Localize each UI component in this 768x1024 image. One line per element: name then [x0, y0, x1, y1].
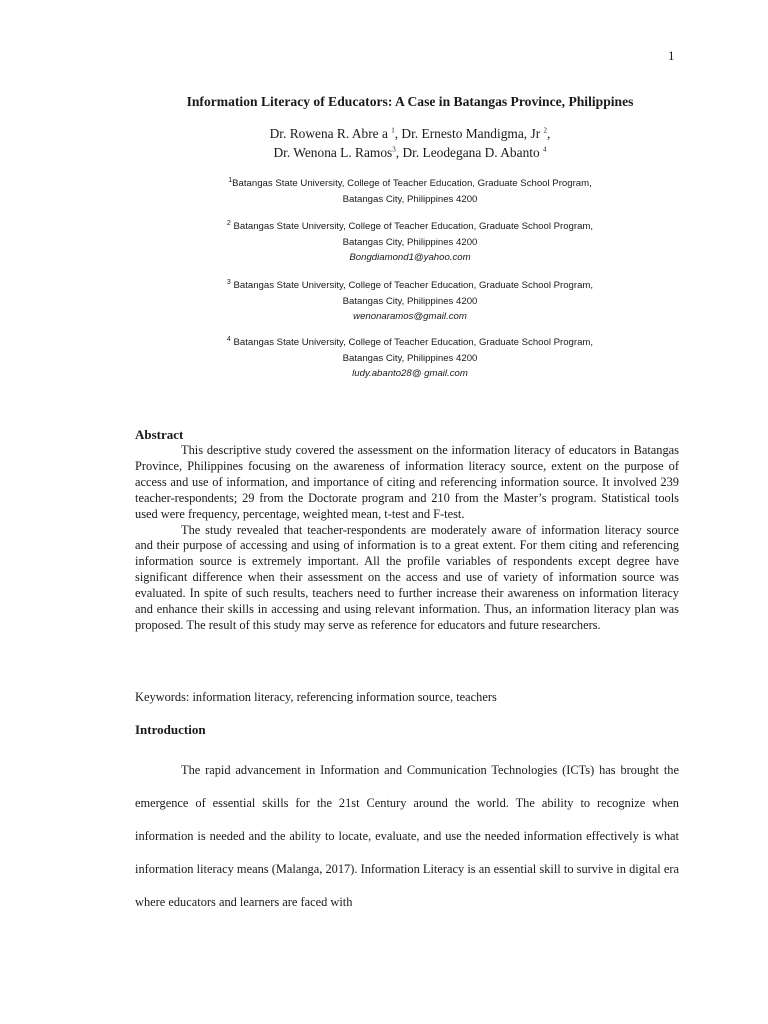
- paper-title: Information Literacy of Educators: A Case in Batangas Province, Philippines: [186, 94, 634, 109]
- introduction-paragraph-1: The rapid advancement in Information and Communication Technologies (ICTs) has brought the emergence of essential skills for the 21st Century around the world. The ability to recognize when information is needed and the ability to locate, evaluate, and use the needed information effectively is what information literacy means (Malanga, 2017). Information Literacy is an essential skill to survive in digital era where educators and learners are faced with: [135, 763, 679, 909]
- affiliation-email[interactable]: ludy.abanto28@ gmail.com: [352, 368, 468, 379]
- affiliation-1: [0, 176, 768, 207]
- introduction-body: [135, 754, 679, 919]
- affiliation-line: Batangas State University, College of Teacher Education, Graduate School Program,: [233, 337, 594, 348]
- author-line-1: [0, 124, 768, 143]
- author-line-2: [0, 143, 768, 162]
- abstract-paragraph-2: The study revealed that teacher-respondents are moderately aware of information literacy source and their purpose of accessing and using of information is to a great extent. For them citing and referencing information source is extremely important. All the profile variables of respondents except degree have significant difference when their assessment on the access and use of variety of information source was evaluated. In spite of such results, teachers need to further increase their awareness on information literacy and enhance their skills in accessing and using relevant information. Thus, an information literacy plan was proposed. The result of this study may serve as reference for educators and future researchers.: [135, 522, 679, 632]
- author-superscript: 1: [391, 126, 395, 135]
- author-list: [0, 124, 768, 162]
- affiliation-3: [0, 278, 768, 325]
- author-superscript: 2: [543, 126, 547, 135]
- affiliation-city: Batangas City, Philippines 4200: [342, 352, 478, 364]
- affiliation-line: Batangas State University, College of Teacher Education, Graduate School Program,: [232, 178, 592, 189]
- keywords-line: Keywords: information literacy, referencing information source, teachers: [135, 690, 497, 704]
- abstract-body: [135, 443, 679, 634]
- author-text: , Dr. Ernesto Mandigma, Jr: [394, 126, 544, 141]
- abstract-heading: Abstract: [135, 427, 184, 442]
- affiliation-superscript: 4: [226, 335, 231, 343]
- affiliation-city: Batangas City, Philippines 4200: [342, 236, 478, 248]
- affiliation-line: Batangas State University, College of Teacher Education, Graduate School Program,: [233, 221, 594, 232]
- author-text: Dr. Rowena R. Abre a: [269, 126, 392, 141]
- affiliation-2: [0, 219, 768, 266]
- affiliation-superscript: 1: [228, 176, 233, 184]
- page-number: 1: [668, 48, 675, 63]
- author-text: , Dr. Leodegana D. Abanto: [395, 145, 544, 160]
- author-text: ,: [547, 126, 551, 141]
- affiliation-line: Batangas State University, College of Teacher Education, Graduate School Program,: [233, 280, 594, 291]
- abstract-paragraph-1: This descriptive study covered the assessment on the information literacy of educators in Batangas Province, Philippines focusing on the awareness of information literacy source, extent on the purpose of access and use of information, and importance of citing and referencing information source. It involved 239 teacher-respondents; 29 from the Doctorate program and 210 from the Master’s program. Statistical tools used were frequency, percentage, weighted mean, t-test and F-test.: [135, 443, 679, 521]
- author-superscript: 3: [392, 145, 396, 154]
- author-text: Dr. Wenona L. Ramos: [273, 145, 393, 160]
- introduction-heading: Introduction: [135, 722, 206, 737]
- affiliation-city: Batangas City, Philippines 4200: [342, 295, 478, 307]
- affiliation-4: [0, 335, 768, 382]
- affiliation-superscript: 3: [226, 278, 231, 286]
- affiliation-superscript: 2: [226, 219, 231, 227]
- affiliation-email[interactable]: Bongdiamond1@yahoo.com: [349, 252, 471, 263]
- affiliation-city: Batangas City, Philippines 4200: [342, 193, 478, 205]
- affiliation-email[interactable]: wenonaramos@gmail.com: [353, 311, 467, 322]
- author-superscript: 4: [543, 145, 547, 154]
